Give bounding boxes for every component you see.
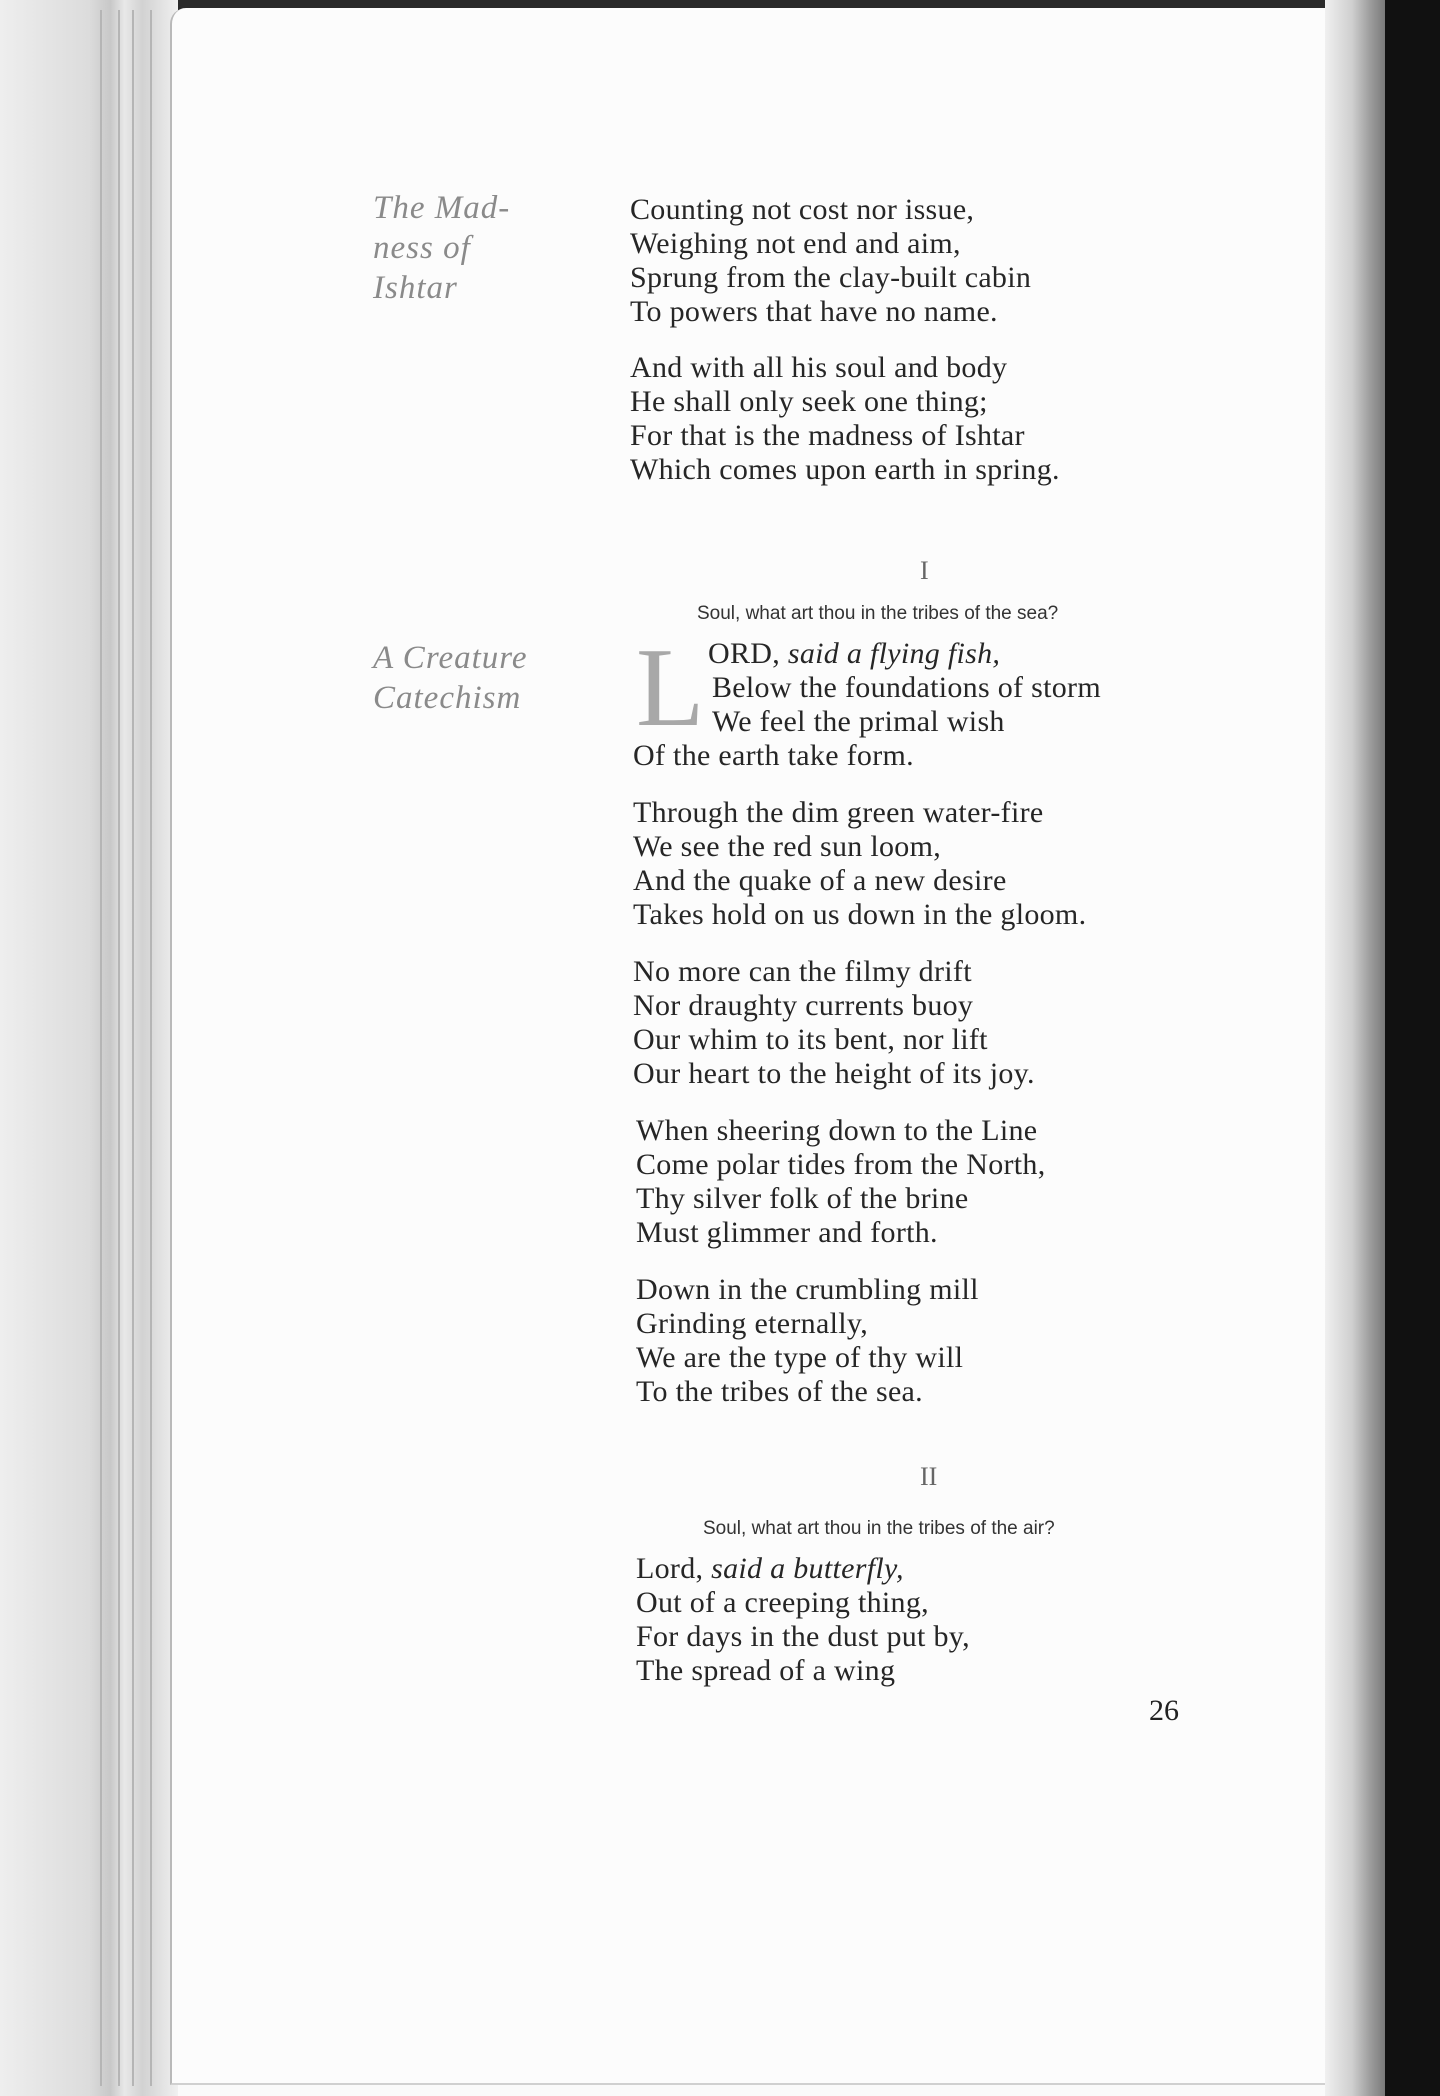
- verse-line: Counting not cost nor issue,: [630, 193, 975, 226]
- catechism-stanza-3: [633, 955, 1035, 1091]
- verse-line: Sprung from the clay-built cabin: [630, 261, 1032, 294]
- verse-line: We feel the primal wish: [712, 705, 1005, 738]
- butterfly-stanza: [636, 1552, 970, 1688]
- verse-line: Down in the crumbling mill: [636, 1273, 979, 1306]
- side-title-line: Ishtar: [373, 270, 458, 306]
- verse-line: And with all his soul and body: [630, 351, 1008, 384]
- epigraph-two: Soul, what art thou in the tribes of the air?: [703, 1518, 1055, 1539]
- verse-line: Must glimmer and forth.: [636, 1216, 938, 1249]
- verse-line: He shall only seek one thing;: [630, 385, 988, 418]
- verse-line: And the quake of a new desire: [633, 864, 1007, 897]
- verse-line: Grinding eternally,: [636, 1307, 869, 1340]
- verse-line: Which comes upon earth in spring.: [630, 453, 1060, 486]
- epigraph-one: Soul, what art thou in the tribes of the sea?: [697, 603, 1059, 624]
- catechism-stanza-4: [636, 1114, 1046, 1250]
- verse-line: Below the foundations of storm: [712, 671, 1101, 704]
- verse-line: No more can the filmy drift: [633, 955, 972, 988]
- ishtar-stanza-2: [630, 351, 1060, 487]
- verse-line: Through the dim green water-fire: [633, 796, 1044, 829]
- section-numeral-two: II: [920, 1462, 938, 1491]
- verse-line: Our heart to the height of its joy.: [633, 1057, 1035, 1090]
- first-line-italic: said a butterfly,: [711, 1552, 904, 1585]
- ishtar-stanza-1: [630, 193, 1031, 329]
- first-line: [708, 637, 1000, 671]
- first-line-caps: ORD,: [708, 637, 781, 670]
- verse-line: Our whim to its bent, nor lift: [633, 1023, 988, 1056]
- first-stanza-last-line: [633, 739, 914, 773]
- gutter-shadow: [1325, 0, 1385, 2096]
- first-line-plain: Lord,: [636, 1552, 704, 1585]
- verse-line: Out of a creeping thing,: [636, 1586, 929, 1619]
- verse-line: Thy silver folk of the brine: [636, 1182, 969, 1215]
- first-stanza-indented: [712, 671, 1101, 739]
- page-number: 26: [1149, 1694, 1179, 1727]
- verse-line: To the tribes of the sea.: [636, 1375, 923, 1408]
- catechism-stanza-5: [636, 1273, 979, 1409]
- scan-right-border: [1385, 0, 1440, 2096]
- verse-line: For days in the dust put by,: [636, 1620, 970, 1653]
- section-numeral-one: I: [920, 556, 929, 585]
- side-title-line: A Creature: [373, 640, 528, 676]
- verse-line: Come polar tides from the North,: [636, 1148, 1046, 1181]
- verse-line: The spread of a wing: [636, 1654, 896, 1687]
- first-line-italic: said a flying fish,: [787, 637, 1001, 670]
- verse-line: Nor draughty currents buoy: [633, 989, 974, 1022]
- verse-line: Weighing not end and aim,: [630, 227, 961, 260]
- side-title-line: The Mad-: [373, 190, 511, 226]
- drop-cap: L: [636, 626, 705, 750]
- verse-line: We are the type of thy will: [636, 1341, 964, 1374]
- verse-line: To powers that have no name.: [630, 295, 998, 328]
- side-title-line: Catechism: [373, 680, 522, 716]
- side-title-line: ness of: [373, 230, 471, 266]
- verse-line: We see the red sun loom,: [633, 830, 942, 863]
- side-title-catechism: [373, 638, 528, 718]
- verse-line: Takes hold on us down in the gloom.: [633, 898, 1087, 931]
- verse-line: Of the earth take form.: [633, 739, 914, 772]
- book-page-edges: [0, 0, 178, 2096]
- catechism-stanza-2: [633, 796, 1086, 932]
- side-title-ishtar: [373, 188, 510, 308]
- verse-line: When sheering down to the Line: [636, 1114, 1038, 1147]
- verse-line: For that is the madness of Ishtar: [630, 419, 1025, 452]
